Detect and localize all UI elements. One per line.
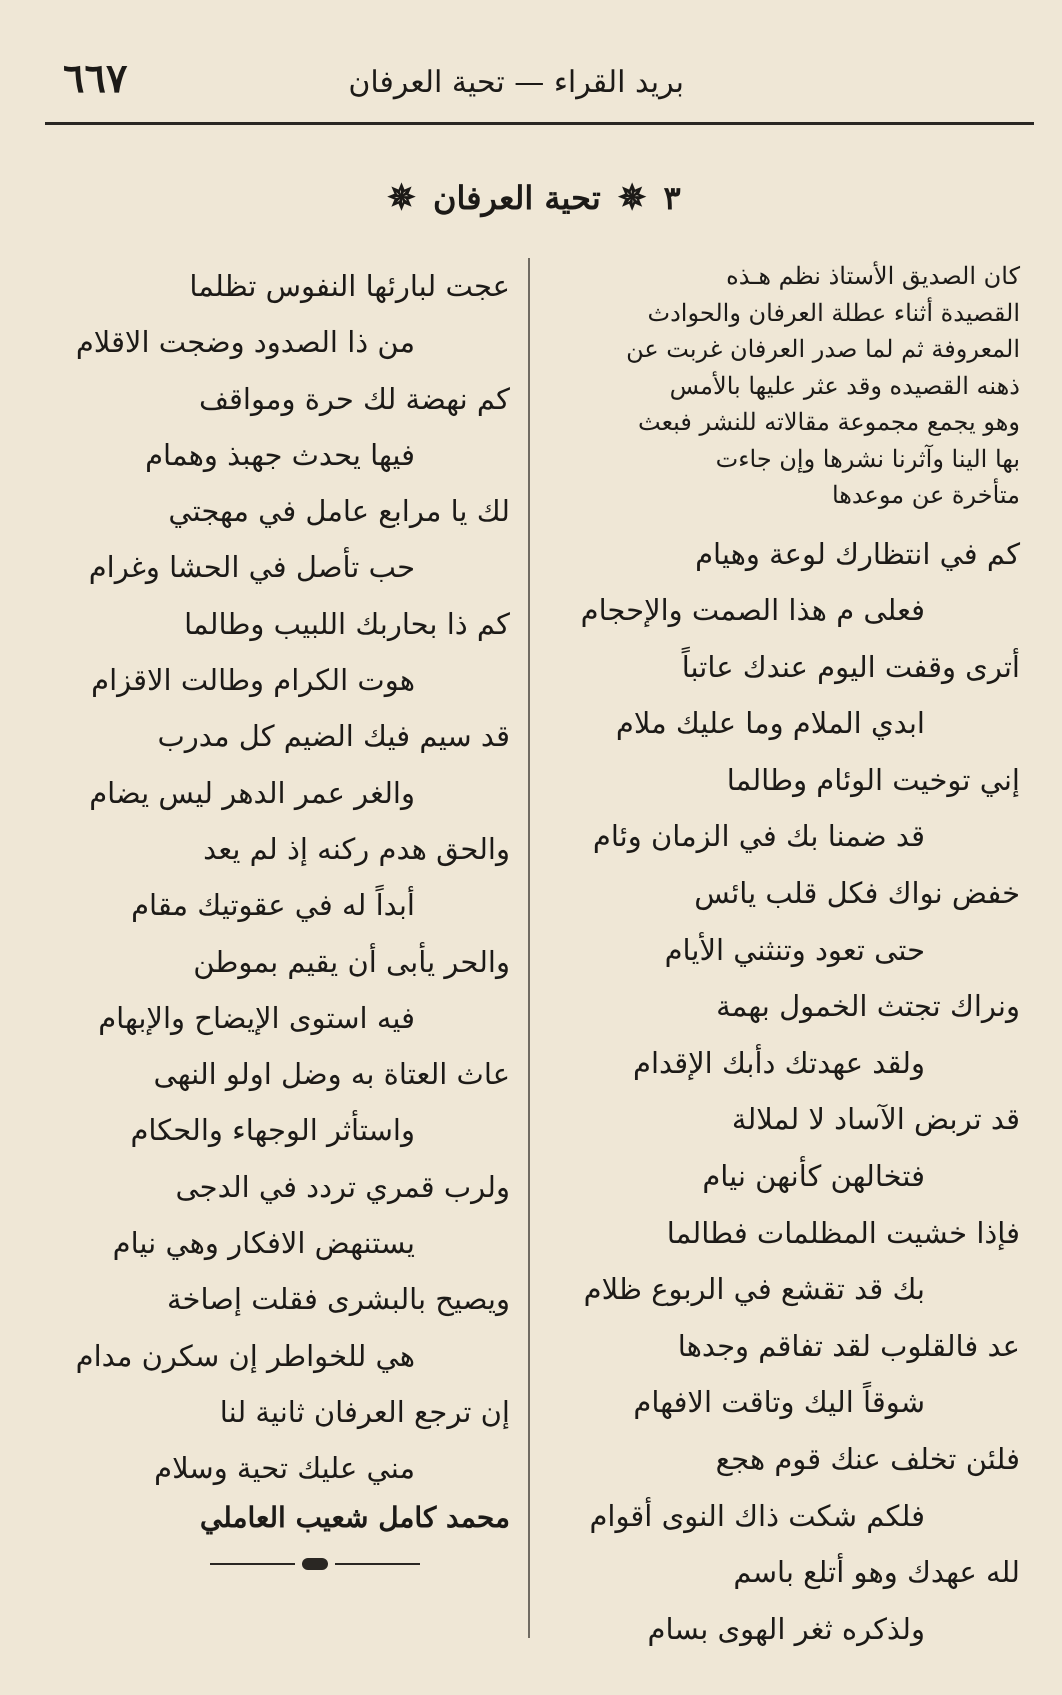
column-divider (528, 258, 530, 1638)
intro-line: ذهنه القصيده وقد عثر عليها بالأمس (669, 371, 1020, 400)
verse-line: يستنهض الافكار وهي نيام (112, 1226, 415, 1261)
verse-line: فإذا خشيت المظلمات فطالما (666, 1215, 1020, 1250)
intro-line: المعروفة ثم لما صدر العرفان غربت عن (626, 335, 1020, 363)
verse-line: إن ترجع العرفان ثانية لنا (219, 1394, 510, 1429)
verse-line: كم في انتظارك لوعة وهيام (695, 536, 1020, 571)
verse-line: هوت الكرام وطالت الاقزام (91, 663, 415, 698)
verse-line: ولرب قمري تردد في الدجى (175, 1169, 510, 1204)
verse-line: فلكم شكت ذاك النوى أقوام (589, 1498, 925, 1533)
verse-line: ويصيح بالبشرى فقلت إصاخة (166, 1282, 510, 1317)
verse-line: عاث العتاة به وضل اولو النهى (153, 1057, 510, 1092)
ornament-dot (302, 1558, 328, 1570)
verse-line: شوقاً اليك وتاقت الافهام (633, 1385, 925, 1420)
page-header (45, 55, 1034, 125)
verse-line: أترى وقفت اليوم عندك عاتباً (681, 649, 1020, 684)
intro-line: كان الصديق الأستاذ نظم هـذه (726, 262, 1020, 290)
verse-line: كم نهضة لك حرة ومواقف (199, 381, 510, 416)
article-title-text: تحية العرفان (432, 179, 601, 217)
intro-line: بها الينا وآثرنا نشرها وإن جاءت (715, 444, 1020, 473)
right-poem (552, 526, 1020, 1658)
ornament-line (335, 1563, 420, 1565)
left-poem (40, 258, 510, 1497)
star-ornament-icon: ✵ (387, 178, 416, 218)
intro-line: القصيدة أثناء عطلة العرفان والحوادث (647, 298, 1020, 327)
end-ornament (210, 1558, 420, 1570)
verse-line: حب تأصل في الحشا وغرام (88, 550, 415, 585)
header-rule (45, 122, 1034, 125)
verse-line: ولقد عهدتك دأبك الإقدام (633, 1045, 925, 1080)
verse-line: ابدي الملام وما عليك ملام (615, 706, 925, 741)
verse-line: والحر يأبى أن يقيم بموطن (193, 944, 510, 979)
verse-line: ونراك تجتث الخمول بهمة (716, 989, 1020, 1024)
verse-line: هي للخواطر إن سكرن مدام (75, 1338, 415, 1373)
verse-line: من ذا الصدود وضجت الاقلام (75, 325, 415, 360)
verse-line: فتخالهن كأنهن نيام (702, 1159, 925, 1194)
verse-line: فيه استوى الإيضاح والإبهام (98, 1000, 415, 1035)
verse-line: قد ضمنا بك في الزمان وئام (592, 819, 925, 854)
left-column (40, 258, 510, 1534)
star-ornament-icon: ✵ (617, 178, 647, 218)
verse-line: والغر عمر الدهر ليس يضام (89, 775, 415, 810)
verse-line: فلئن تخلف عنك قوم هجع (715, 1442, 1020, 1476)
verse-line: لله عهدك وهو أتلع باسم (733, 1555, 1020, 1590)
verse-line: أبداً له في عقوتيك مقام (131, 888, 415, 923)
ornament-line (210, 1563, 295, 1565)
author-signature: محمد كامل شعيب العاملي (199, 1500, 510, 1534)
verse-line: والحق هدم ركنه إذ لم يعد (203, 831, 510, 866)
running-head: بريد القراء — تحية العرفان (348, 65, 684, 100)
verse-line: كم ذا بحاربك اللبيب وطالما (184, 606, 510, 641)
verse-line: فعلى م هذا الصمت والإحجام (580, 593, 925, 628)
verse-line: مني عليك تحية وسلام (154, 1451, 415, 1486)
text-columns (40, 258, 1020, 1648)
verse-line: قد سيم فيك الضيم كل مدرب (157, 719, 510, 754)
verse-line: عجت لبارئها النفوس تظلما (189, 269, 510, 303)
article-number: ٣ (663, 179, 681, 217)
verse-line: خفض نواك فكل قلب يائس (694, 876, 1020, 911)
verse-line: عد فالقلوب لقد تفاقم وجدها (677, 1328, 1020, 1363)
verse-line: واستأثر الوجهاء والحكام (130, 1113, 415, 1148)
verse-line: قد تربض الآساد لا لملالة (731, 1102, 1020, 1137)
intro-line: متأخرة عن موعدها (831, 481, 1020, 509)
verse-line: إني توخيت الوئام وطالما (726, 762, 1020, 797)
verse-line: بك قد تقشع في الربوع ظلام (583, 1272, 925, 1307)
page-number: ٦٦٧ (63, 55, 128, 102)
verse-line: فيها يحدث جهبذ وهمام (145, 437, 415, 472)
article-title (0, 178, 1062, 218)
verse-line: حتى تعود وتنثني الأيام (664, 932, 925, 967)
right-column (552, 258, 1020, 1657)
verse-line: ولذكره ثغر الهوى بسام (647, 1611, 925, 1646)
editor-intro (552, 258, 1020, 514)
intro-line: وهو يجمع مجموعة مقالاته للنشر فبعث (638, 408, 1020, 436)
verse-line: لك يا مرابع عامل في مهجتي (168, 494, 510, 529)
